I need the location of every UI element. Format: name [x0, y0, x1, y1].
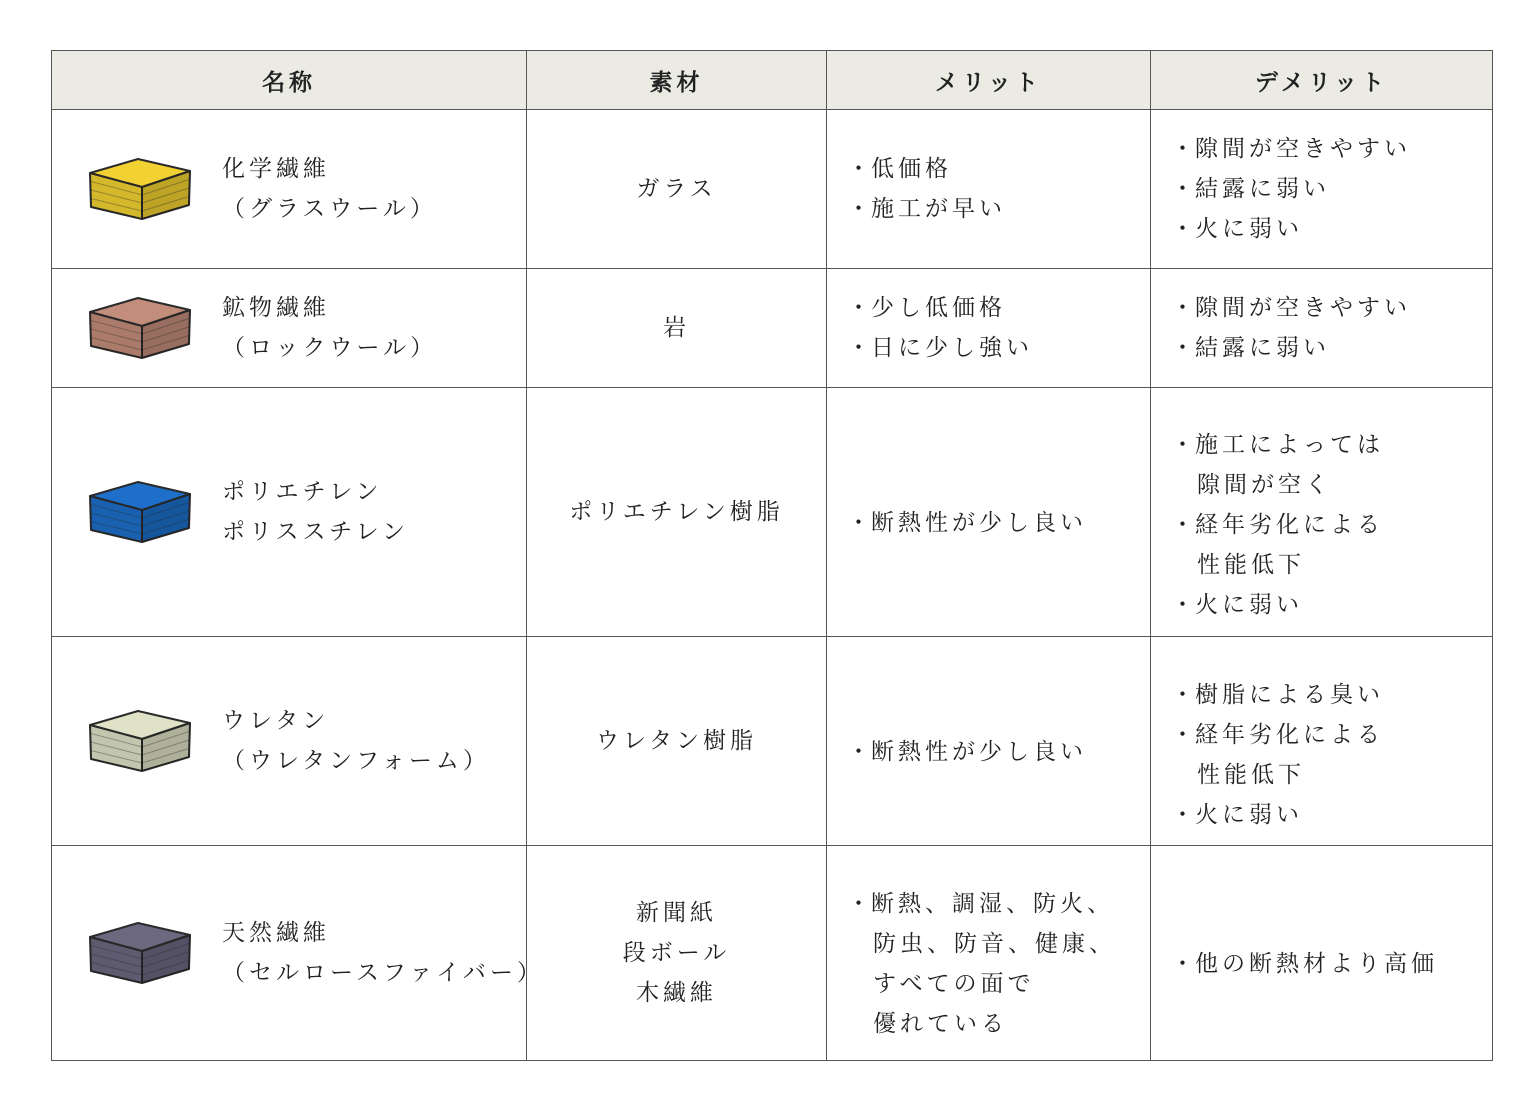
merit-text: 少し低価格	[871, 295, 1006, 321]
demerit-text: 性能低下	[1197, 762, 1305, 788]
merit-item	[847, 189, 1150, 229]
bullet-marker: ・	[1171, 682, 1198, 708]
bullet-marker: ・	[1171, 216, 1198, 242]
raw-material-line: 木繊維	[636, 980, 717, 1006]
material-name-line: （ロックウール）	[222, 335, 438, 361]
demerit-item	[1171, 129, 1492, 169]
block-illustration	[88, 705, 192, 777]
material-name-line: ポリエチレン	[222, 479, 383, 505]
demerit-item	[1171, 169, 1492, 209]
demerit-text: 火に弱い	[1195, 216, 1303, 242]
name-cell	[52, 388, 527, 637]
demerit-text: 施工によっては	[1195, 432, 1384, 458]
demerit-list	[1151, 399, 1492, 625]
bullet-marker: ・	[1171, 951, 1198, 977]
demerit-item	[1171, 288, 1492, 328]
demerit-item	[1171, 585, 1492, 625]
demerit-item	[1171, 795, 1492, 835]
bullet-marker: ・	[1171, 592, 1198, 618]
merit-text: 低価格	[871, 156, 952, 182]
bullet-marker: ・	[1171, 432, 1198, 458]
raw-material-line: ポリエチレン樹脂	[569, 499, 784, 525]
material-name-line: 鉱物繊維	[222, 295, 330, 321]
insulation-comparison-table	[51, 50, 1493, 1061]
block-illustration	[88, 917, 192, 989]
raw-material-line: 新聞紙	[636, 900, 717, 926]
material-name	[222, 472, 409, 552]
demerit-item	[1171, 328, 1492, 368]
block-illustration	[88, 476, 192, 548]
merit-item	[847, 732, 1150, 772]
demerit-text: 樹脂による臭い	[1195, 682, 1384, 708]
material-name-line: （セルロースファイバー）	[222, 960, 544, 986]
urethane-block-icon	[88, 705, 192, 777]
material-name-line: ウレタン	[222, 708, 330, 734]
name-cell	[52, 269, 527, 388]
name-cell	[52, 637, 527, 846]
table-row	[52, 846, 1493, 1061]
raw-material-cell	[527, 637, 827, 846]
header-merit: メリット	[827, 51, 1151, 110]
merit-item	[847, 924, 1150, 964]
demerit-text: 隙間が空きやすい	[1195, 295, 1411, 321]
bullet-marker: ・	[847, 335, 874, 361]
merit-text: すべての面で	[873, 971, 1035, 997]
table-row	[52, 637, 1493, 846]
header-name: 名称	[52, 51, 527, 110]
table-body	[52, 110, 1493, 1061]
raw-material-cell	[527, 388, 827, 637]
merit-cell	[827, 269, 1151, 388]
demerit-list	[1151, 647, 1492, 835]
merit-list	[827, 862, 1150, 1044]
raw-material-line: ウレタン樹脂	[595, 728, 758, 754]
demerit-item	[1171, 944, 1492, 984]
merit-text: 断熱性が少し良い	[871, 739, 1087, 765]
demerit-cell	[1151, 388, 1493, 637]
merit-item	[847, 328, 1150, 368]
header-demerit: デメリット	[1151, 51, 1493, 110]
merit-cell	[827, 637, 1151, 846]
demerit-item	[1171, 209, 1492, 249]
merit-text: 優れている	[873, 1011, 1008, 1037]
demerit-item	[1171, 505, 1492, 545]
merit-item	[847, 884, 1150, 924]
demerit-item	[1171, 675, 1492, 715]
demerit-cell	[1151, 846, 1493, 1061]
demerit-text: 性能低下	[1197, 552, 1305, 578]
raw-material-line: 段ボール	[622, 940, 731, 966]
demerit-text: 結露に弱い	[1195, 176, 1330, 202]
block-illustration	[88, 292, 192, 364]
material-name-line: ポリススチレン	[222, 519, 410, 545]
name-cell	[52, 110, 527, 269]
merit-cell	[827, 388, 1151, 637]
demerit-text: 隙間が空く	[1197, 472, 1332, 498]
polyethylene-block-icon	[88, 476, 192, 548]
merit-item	[847, 964, 1150, 1004]
merit-list	[827, 288, 1150, 368]
raw-material-cell	[527, 110, 827, 269]
demerit-cell	[1151, 269, 1493, 388]
merit-item	[847, 1004, 1150, 1044]
bullet-marker: ・	[847, 295, 874, 321]
raw-material-line: 岩	[663, 315, 690, 341]
demerit-text: 火に弱い	[1195, 802, 1303, 828]
material-name	[222, 149, 437, 229]
material-name	[222, 701, 490, 781]
material-name-line: 天然繊維	[222, 920, 330, 946]
raw-material-line: ガラス	[636, 176, 717, 202]
merit-text: 断熱性が少し良い	[871, 510, 1087, 536]
demerit-text: 経年劣化による	[1195, 722, 1384, 748]
merit-list	[827, 710, 1150, 772]
table-header	[52, 51, 1493, 110]
bullet-marker: ・	[1171, 136, 1198, 162]
demerit-list	[1151, 129, 1492, 249]
demerit-list	[1151, 922, 1492, 984]
demerit-item	[1171, 545, 1492, 585]
demerit-item	[1171, 465, 1492, 505]
demerit-text: 他の断熱材より高価	[1195, 951, 1438, 977]
demerit-item	[1171, 425, 1492, 465]
demerit-item	[1171, 755, 1492, 795]
bullet-marker: ・	[847, 891, 874, 917]
block-illustration	[88, 153, 192, 225]
demerit-cell	[1151, 110, 1493, 269]
raw-material-cell	[527, 846, 827, 1061]
bullet-marker: ・	[847, 510, 874, 536]
bullet-marker: ・	[847, 156, 874, 182]
material-name	[222, 288, 437, 368]
bullet-marker: ・	[1171, 335, 1198, 361]
demerit-item	[1171, 715, 1492, 755]
rock-wool-block-icon	[88, 292, 192, 364]
table-row	[52, 110, 1493, 269]
bullet-marker: ・	[1171, 176, 1198, 202]
merit-item	[847, 149, 1150, 189]
name-cell	[52, 846, 544, 1061]
merit-cell	[827, 110, 1151, 269]
merit-text: 日に少し強い	[871, 335, 1033, 361]
cellulose-fiber-block-icon	[88, 917, 192, 989]
merit-text: 施工が早い	[871, 196, 1006, 222]
bullet-marker: ・	[847, 739, 874, 765]
demerit-list	[1151, 288, 1492, 368]
demerit-text: 火に弱い	[1195, 592, 1303, 618]
table-row	[52, 388, 1493, 637]
bullet-marker: ・	[847, 196, 874, 222]
merit-text: 断熱、調湿、防火、	[871, 891, 1114, 917]
bullet-marker: ・	[1171, 802, 1198, 828]
table-row	[52, 269, 1493, 388]
material-name-line: 化学繊維	[222, 156, 330, 182]
header-material: 素材	[527, 51, 827, 110]
material-name-line: （ウレタンフォーム）	[222, 748, 490, 774]
material-name	[222, 913, 544, 993]
bullet-marker: ・	[1171, 512, 1198, 538]
raw-material-cell	[527, 269, 827, 388]
merit-list	[827, 149, 1150, 229]
demerit-text: 結露に弱い	[1195, 335, 1330, 361]
glass-wool-block-icon	[88, 153, 192, 225]
merit-cell	[827, 846, 1151, 1061]
material-name-line: （グラスウール）	[222, 196, 437, 222]
demerit-text: 経年劣化による	[1195, 512, 1384, 538]
merit-text: 防虫、防音、健康、	[873, 931, 1116, 957]
merit-list	[827, 481, 1150, 543]
merit-item	[847, 503, 1150, 543]
bullet-marker: ・	[1171, 295, 1198, 321]
demerit-cell	[1151, 637, 1493, 846]
header-row	[52, 51, 1493, 110]
demerit-text: 隙間が空きやすい	[1195, 136, 1411, 162]
bullet-marker: ・	[1171, 722, 1198, 748]
merit-item	[847, 288, 1150, 328]
